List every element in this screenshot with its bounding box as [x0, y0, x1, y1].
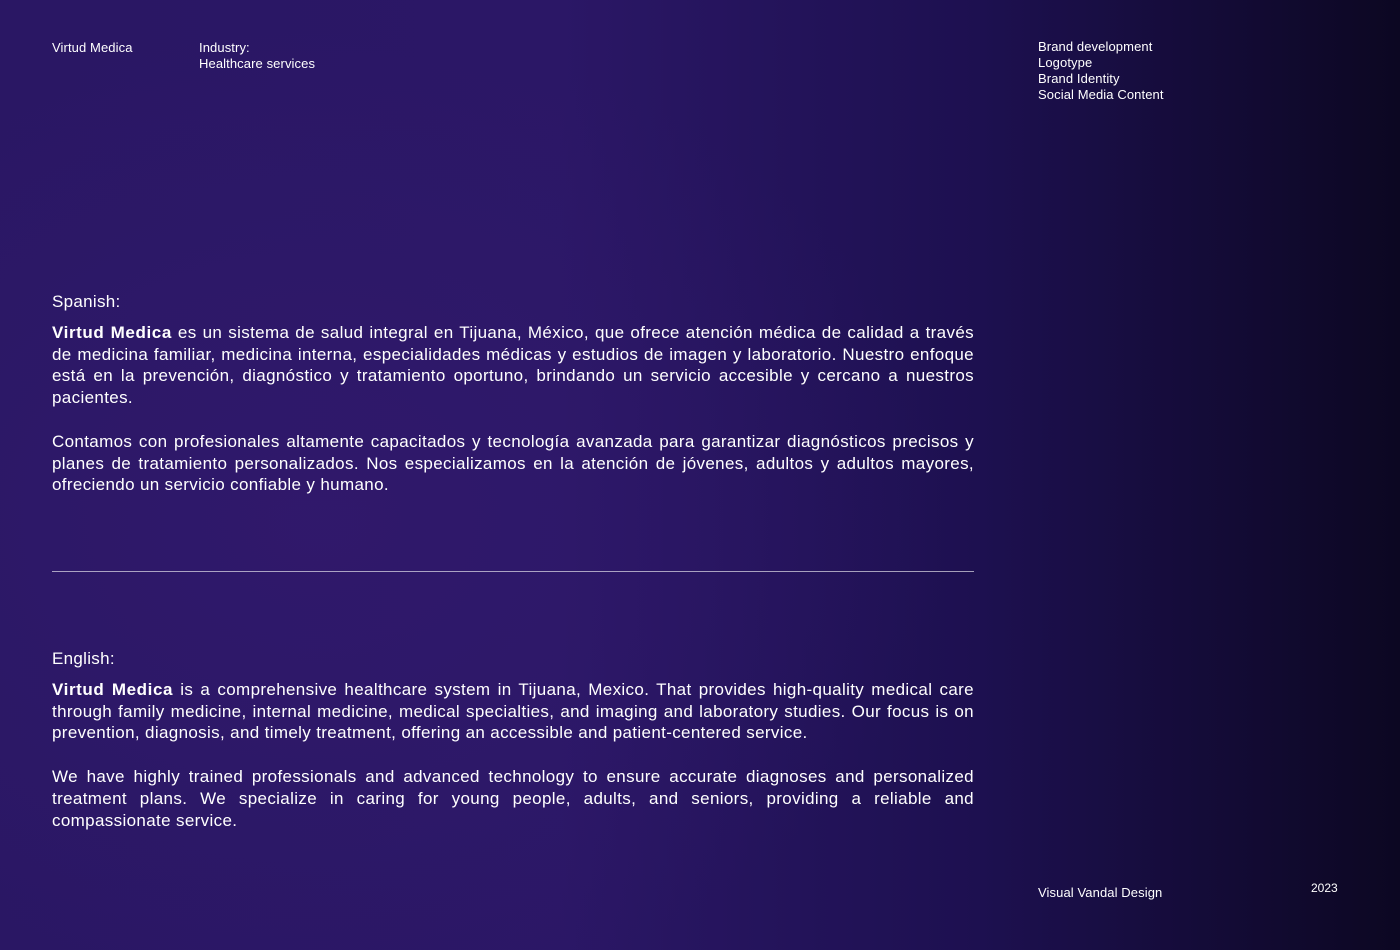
brand-name: Virtud Medica	[52, 40, 133, 55]
english-label: English:	[52, 649, 115, 668]
english-section	[52, 649, 974, 831]
english-paragraph-2: We have highly trained professionals and advanced technology to ensure accurate diagnoses and personalized treatment plans. We specialize in caring for young people, adults, and seniors, providing a reliable and compassionate service.	[52, 767, 974, 830]
spanish-paragraph-1	[52, 322, 974, 409]
spanish-paragraph-2: Contamos con profesionales altamente capacitados y tecnología avanzada para garantizar diagnósticos precisos y planes de tratamiento personalizados. Nos especializamos en la atención de jóvenes, adultos y adultos mayores, ofreciendo un servicio confiable y humano.	[52, 431, 974, 495]
industry-value: Healthcare services	[199, 56, 316, 71]
service-item: Brand development	[1038, 39, 1153, 54]
brand-name-bold: Virtud Medica	[52, 323, 172, 342]
spanish-label: Spanish:	[52, 292, 121, 311]
service-item: Logotype	[1038, 55, 1093, 70]
spanish-paragraph-1-text: es un sistema de salud integral en Tijuana, México, que ofrece atención médica de calidad a través de medicina familiar, medicina interna, especialidades médicas y estudios de imagen y laboratorio. Nuestro enfoque está en la prevención, diagnóstico y tratamiento oportuno, brindando un servicio accesible y cercano a nuestros pacientes.	[52, 323, 974, 408]
service-item: Social Media Content	[1038, 87, 1164, 102]
spanish-section	[52, 292, 974, 496]
industry-info	[199, 40, 315, 72]
english-paragraph-1	[52, 679, 974, 744]
section-divider	[52, 571, 974, 572]
industry-label: Industry:	[199, 40, 250, 55]
service-item: Brand Identity	[1038, 71, 1120, 86]
services-list	[1038, 39, 1164, 103]
brand-name-bold: Virtud Medica	[52, 680, 174, 699]
english-paragraph-1-text: is a comprehensive healthcare system in Tijuana, Mexico. That provides high-quality medical care through family medicine, internal medicine, medical specialties, and imaging and laboratory studies. Our focus is on prevention, diagnosis, and timely treatment, offering an accessible and patient-centered service.	[52, 680, 974, 743]
year: 2023	[1311, 881, 1338, 895]
studio-name: Visual Vandal Design	[1038, 885, 1163, 900]
